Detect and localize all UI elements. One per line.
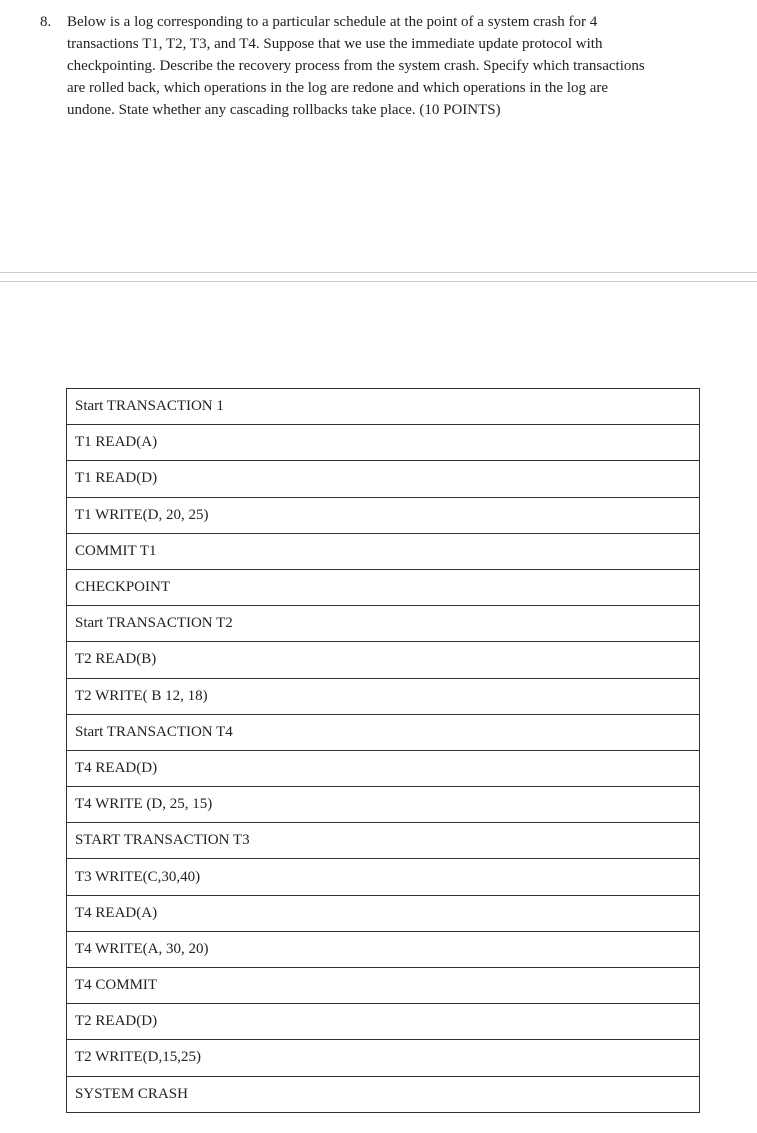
log-entry: Start TRANSACTION T2 (67, 606, 700, 642)
question-line: checkpointing. Describe the recovery process from the system crash. Specify which transactions (67, 58, 645, 74)
log-entry: T3 WRITE(C,30,40) (67, 859, 700, 895)
question-line: are rolled back, which operations in the log are redone and which operations in the log are (67, 80, 609, 96)
question-text (67, 11, 697, 121)
log-entry: COMMIT T1 (67, 533, 700, 569)
log-row (67, 678, 700, 714)
divider (0, 281, 757, 282)
log-entry: T4 COMMIT (67, 968, 700, 1004)
log-row (67, 714, 700, 750)
divider (0, 272, 757, 273)
question-line: Below is a log corresponding to a particular schedule at the point of a system crash for 4 (67, 14, 598, 30)
log-entry: T4 READ(A) (67, 895, 700, 931)
log-row (67, 1040, 700, 1076)
log-entry: T2 READ(D) (67, 1004, 700, 1040)
log-table (66, 388, 700, 1113)
log-entry: CHECKPOINT (67, 569, 700, 605)
log-row (67, 425, 700, 461)
log-row (67, 968, 700, 1004)
log-entry: T1 WRITE(D, 20, 25) (67, 497, 700, 533)
log-entry: T1 READ(D) (67, 461, 700, 497)
log-row (67, 461, 700, 497)
log-entry: Start TRANSACTION 1 (67, 389, 700, 425)
question-line: undone. State whether any cascading rollbacks take place. (10 POINTS) (67, 102, 501, 118)
log-entry: T4 READ(D) (67, 750, 700, 786)
log-entry: Start TRANSACTION T4 (67, 714, 700, 750)
log-row (67, 859, 700, 895)
log-row (67, 931, 700, 967)
log-row (67, 750, 700, 786)
log-row (67, 606, 700, 642)
log-entry: SYSTEM CRASH (67, 1076, 700, 1112)
log-entry: T2 WRITE(D,15,25) (67, 1040, 700, 1076)
log-entry: T4 WRITE (D, 25, 15) (67, 787, 700, 823)
log-row (67, 823, 700, 859)
log-row (67, 1004, 700, 1040)
log-row (67, 389, 700, 425)
log-row (67, 497, 700, 533)
log-row (67, 1076, 700, 1112)
log-row (67, 533, 700, 569)
log-row (67, 787, 700, 823)
log-row (67, 895, 700, 931)
log-entry: T4 WRITE(A, 30, 20) (67, 931, 700, 967)
question-number: 8. (40, 14, 52, 30)
log-entry: T2 WRITE( B 12, 18) (67, 678, 700, 714)
question-line: transactions T1, T2, T3, and T4. Suppose that we use the immediate update protocol with (67, 36, 603, 52)
log-entry: T2 READ(B) (67, 642, 700, 678)
log-row (67, 569, 700, 605)
log-entry: START TRANSACTION T3 (67, 823, 700, 859)
log-entry: T1 READ(A) (67, 425, 700, 461)
log-row (67, 642, 700, 678)
